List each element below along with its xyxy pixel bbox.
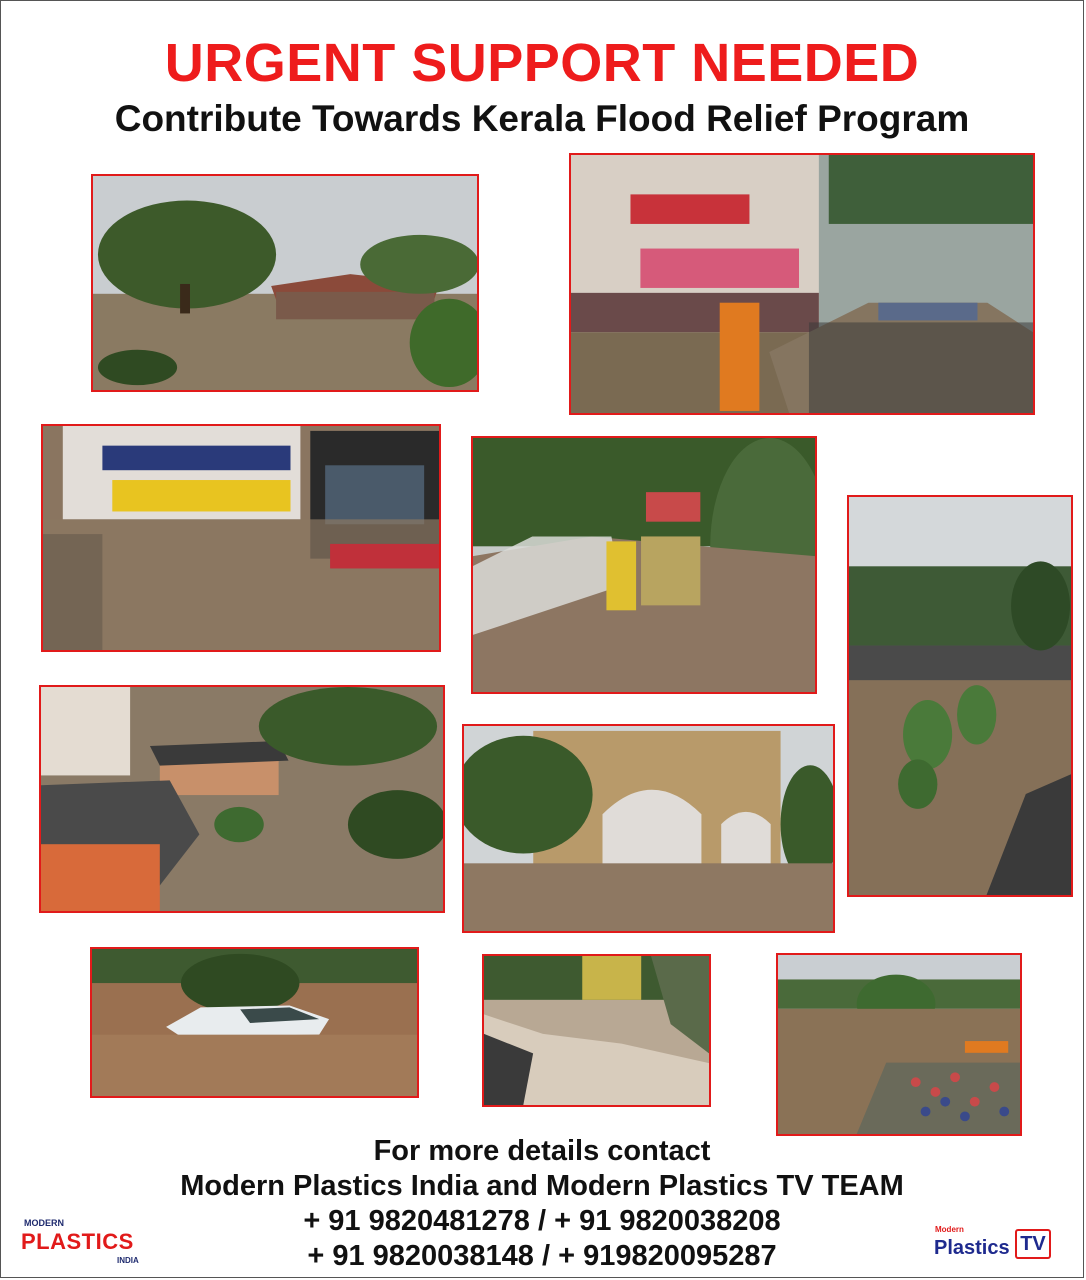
logo-tv-big: Plastics (934, 1237, 1010, 1259)
logo-mp-big: PLASTICS (21, 1229, 134, 1254)
modern-plastics-tv-logo (931, 1223, 1061, 1263)
contact-intro: For more details contact (373, 1135, 711, 1167)
contact-phones-2: + 91 9820038148 / + 919820095287 (307, 1240, 777, 1272)
logo-tv-box: TV (1015, 1229, 1051, 1259)
headline: URGENT SUPPORT NEEDED (164, 33, 920, 93)
flooded-market-street-photo (569, 153, 1035, 415)
medical-college-gate-photo (462, 724, 835, 933)
logo-tv-small: Modern (935, 1225, 964, 1234)
flooded-gate-road-photo (471, 436, 817, 694)
logo-mp-tiny: INDIA (117, 1256, 139, 1265)
margin-free-market-photo (41, 424, 441, 652)
contact-phones-1: + 91 9820481278 / + 91 9820038208 (303, 1205, 781, 1237)
flooded-plantation-photo (847, 495, 1073, 897)
rushing-water-photo (482, 954, 711, 1107)
flooded-houses-photo (39, 685, 445, 913)
rescue-crowd-photo (776, 953, 1022, 1136)
contact-team: Modern Plastics India and Modern Plastics TV TEAM (180, 1170, 904, 1202)
logo-mp-small: MODERN (24, 1218, 64, 1228)
submerged-car-photo (90, 947, 419, 1098)
flooded-tree-shed-photo (91, 174, 479, 392)
modern-plastics-india-logo (21, 1217, 161, 1269)
subheadline: Contribute Towards Kerala Flood Relief Program (114, 98, 970, 139)
